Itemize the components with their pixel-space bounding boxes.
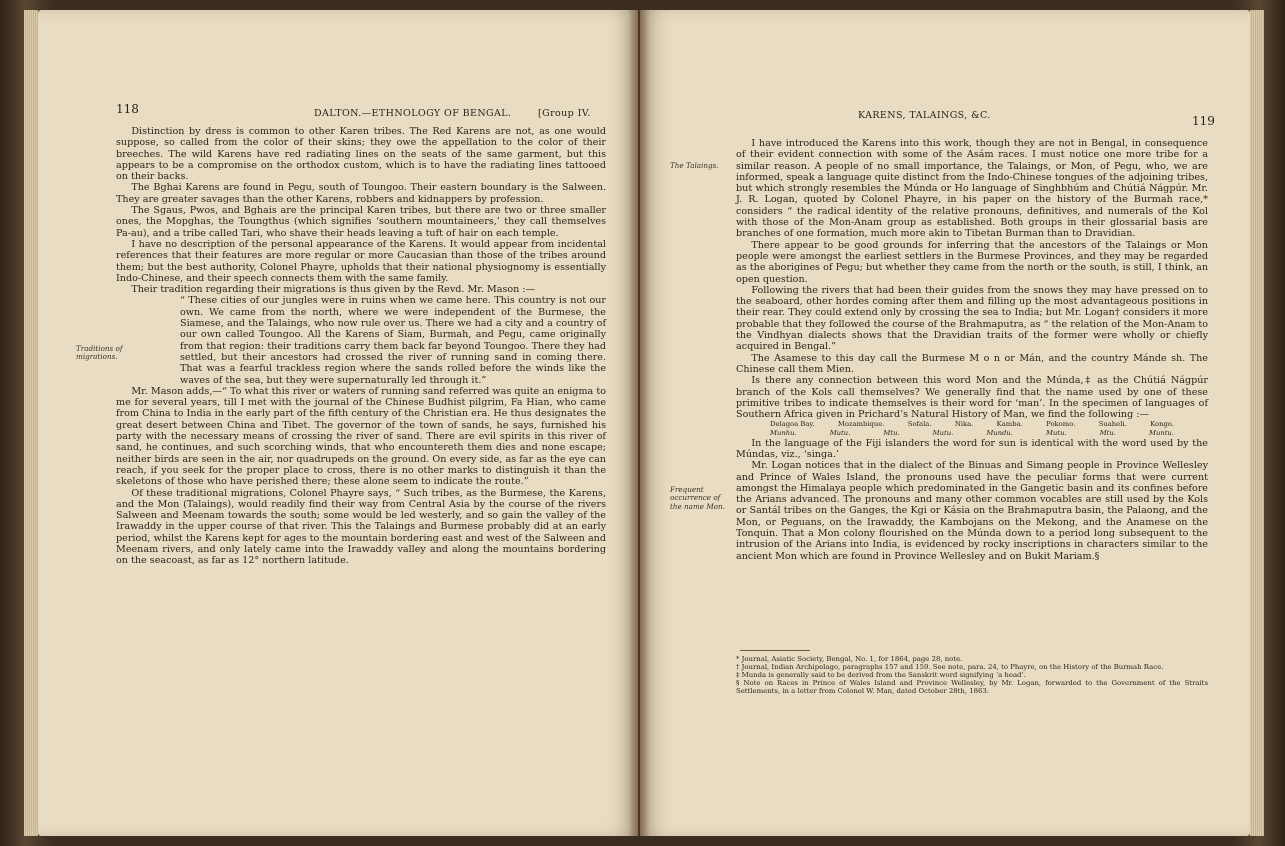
- paragraph: The Sgaus, Pwos, and Bghais are the principal Karen tribes, but there are two or three smaller ones, the Mopghas, the Toungthus (which signifies ‘southern mountaineers,’ they call themselves Pa-au), and a tribe called Tari, who shave their heads leaving a tuft of hair on each temple.: [116, 205, 606, 239]
- left-page: [38, 10, 638, 836]
- running-head: DALTON.—ETHNOLOGY OF BENGAL.: [314, 108, 512, 119]
- word: Mutu.: [932, 429, 954, 438]
- word: Mutu.: [829, 429, 851, 438]
- left-page-edges: [24, 10, 38, 836]
- word-for-man-row: [736, 429, 1208, 438]
- paragraph: Is there any connection between this word Mon and the Múnda,‡ as the Chútiá Nágpúr branch of the Kols call themselves? We generally find that the name used by one of these primitive tribes to indicate themselves is their word for ‘man’. In the specimen of languages of Southern Africa given in Prichard’s Natural History of Man, we find the following :—: [736, 375, 1208, 421]
- book-gutter: [628, 10, 650, 836]
- word: Mundu.: [986, 429, 1013, 438]
- right-page: [640, 10, 1250, 836]
- paragraph: Following the rivers that had been their guides from the snows they may have pressed on to the seaboard, other hordes coming after them and filling up the most advantageous positions in their rear. They could extend only by crossing the sea to India; but Mr. Logan† considers it more probable that they followed the course of the Brahmaputra, as “ the relation of the Mon-Anam to the Vindhyan dialects shows that the Dravidian traits of the former were wholly or chiefly acquired in Bengal.”: [736, 284, 1209, 353]
- paragraph: The Bghai Karens are found in Pegu, south of Toungoo. Their eastern boundary is the Salween. They are greater savages than the other Karens, robbers and kidnappers by profession.: [116, 182, 606, 205]
- paragraph: Of these traditional migrations, Colonel Phayre says, “ Such tribes, as the Burmese, the Karens, and the Mon (Talaings), would readily find their way from Central Asia by the course of the rivers Salween and Meenam towards the south; some would be led westerly, and so gain the valley of the Irawaddy in the upper course of that river. This the Talaings and Burmese probably did at an early period, whilst the Karens kept for ages to the mountain bordering east and west of the Salween and Meenam rivers, and only lately came into the Irawaddy valley and along the mountains bordering on the seacoast, as far as 12° northern latitude.: [116, 487, 606, 567]
- page-number: 118: [116, 102, 139, 116]
- language-name: Nika.: [954, 420, 974, 429]
- language-name: Kamba.: [996, 420, 1023, 429]
- word: Mtu.: [1099, 429, 1116, 438]
- side-note: The Talaings.: [670, 161, 719, 170]
- paragraph: “ These cities of our jungles were in ruins when we came here. This country is not our own. We came from the north, where we were independent of the Burmese, the Siamese, and the Talaings, who now rule over us. There we had a city and a country of our own called Toungoo. All the Karens of Siam, Burmah, and Pegu, came originally from that region: their traditions carry them back far beyond Toungoo. There they had settled, but their ancestors had crossed the river of running sand in coming there. That was a fearful trackless region where the sands rolled before the winds like the waves of the sea, but they were supernaturally led through it.”: [180, 295, 606, 386]
- footnote: § Note on Races in Prince of Wales Island and Province Wellesley, by Mr. Logan, forwarded to the Government of the Straits Settlements, in a letter from Colonel W. Man, dated October 28th, 1863.: [736, 678, 1208, 695]
- paragraph: In the language of the Fiji islanders the word for sun is identical with the word used by the Múndas, viz., ‘singa.’: [736, 437, 1208, 460]
- paragraph: Distinction by dress is common to other Karen tribes. The Red Karens are not, as one would suppose, so called from the color of their skins; they owe the appellation to the color of their breeches. The wild Karens have red radiating lines on the seats of the same garment, but this appears to be a compromise on the orthodox custom, which is to have the radiating lines tattooed on their backs.: [116, 126, 606, 183]
- word: Munhu.: [770, 429, 797, 438]
- body-text: [736, 138, 1208, 562]
- language-name: Delagoa Bay.: [770, 420, 815, 429]
- footnotes: [736, 656, 1208, 696]
- body-text: [116, 126, 606, 567]
- paragraph: Mr. Logan notices that in the dialect of the Binuas and Simang people in Province Wellesley and Prince of Wales Island, the pronouns used have the peculiar forms that were current amongst the Himalaya people which predominated in the Gangetic basin and its confines before the Arians advanced. The pronouns and many other common vocables are still used by the Kols or Santál tribes on the Ganges, the Kgi or Kásia on the Brahmaputra basin, the Palaong, and the Mon, or Peguans, on the Irawaddy, the Kambojans on the Mekong, and the Anamese on the Tonquin. That a Mon colony flourished on the Múnda down to a period long subsequent to the intrusion of the Arians into India, is evidenced by rocky inscriptions in characters similar to the ancient Mon which are found in Province Wellesley and on Bukit Mariam.§: [736, 460, 1208, 562]
- word: Mutu.: [1046, 429, 1067, 438]
- footnote: ‡ Munda is generally said to be derived from the Sanskrit word signifying ‘a head’.: [736, 670, 1026, 679]
- footnote-rule: [740, 650, 810, 651]
- side-note: Traditions of migrations.: [76, 344, 123, 362]
- page-number: 119: [1192, 114, 1215, 128]
- paragraph: The Asamese to this day call the Burmese M o n or Mán, and the country Mánde sh. The Chinese call them Mien.: [736, 352, 1208, 375]
- paragraph: There appear to be good grounds for inferring that the ancestors of the Talaings or Mon people were amongst the earliest settlers in the Burmese Provinces, and they may be regarded as the aborigines of Pegu; but whether they came from the north or the south, is still, I think, an open question.: [736, 239, 1208, 285]
- paragraph: I have no description of the personal appearance of the Karens. It would appear from incidental references that their features are more regular or more Caucasian than those of the tribes around them; but the best authority, Colonel Phayre, upholds that their national physiognomy is essentially Indo-Chinese, and their speech connects them with the same family.: [116, 238, 606, 284]
- running-head: KARENS, TALAINGS, &C.: [858, 110, 991, 121]
- word: Muntu.: [1148, 429, 1174, 438]
- group-label: [Group IV.: [538, 108, 591, 119]
- footnote: † Journal, Indian Archipelago, paragraphs 157 and 159. See note, para. 24, to Phayre, on the History of the Burmah Race.: [736, 662, 1164, 671]
- language-name: Suaheli.: [1098, 420, 1127, 429]
- language-name: Pokomo.: [1046, 420, 1076, 429]
- language-name: Kongo.: [1150, 420, 1174, 429]
- footnote: * Journal, Asiatic Society, Bengal, No. 1, for 1864, page 28, note.: [736, 655, 963, 663]
- paragraph: Their tradition regarding their migrations is thus given by the Revd. Mr. Mason :—: [131, 284, 536, 296]
- language-name: Mozambique.: [837, 420, 885, 429]
- right-page-edges: [1250, 10, 1264, 836]
- language-name: Sofala.: [907, 420, 932, 429]
- word: Mtu.: [883, 429, 900, 438]
- language-names-row: [736, 420, 1208, 429]
- paragraph: Mr. Mason adds,—“ To what this river or waters of running sand referred was quite an enigma to me for several years, till I met with the journal of the Chinese Budhist pilgrim, Fa Hian, who came from China to India in the early part of the fifth century of the Christian era. He thus designates the great desert between China and Tibet. The governor of the town of sands, he says, furnished his party with the necessary means of crossing the river of sand. There are evil spirits in this river of sand, he continues, and such scorching winds, that who encountereth them dies and none escape; neither birds are seen in the air, nor quadrupeds on the ground. On every side, as far as the eye can reach, if you seek for the proper place to cross, there is no other marks to distinguish it than the skeletons of those who have perished there; these alone seem to indicate the route.”: [116, 385, 606, 488]
- side-note: Frequent occurrence of the name Mon.: [670, 485, 725, 511]
- paragraph: I have introduced the Karens into this work, though they are not in Bengal, in consequence of their evident connection with some of the Asám races. I must notice one more tribe for a similar reason. A people of no small importance, the Talaings, or Mon, of Pegu, who, we are informed, speak a language quite distinct from the Indo-Chinese tongues of the adjoining tribes, but which strongly resembles the Múnda or Ho language of Singhbhúm and Chútiá Nágpúr. Mr. J. R. Logan, quoted by Colonel Phayre, in his paper on the history of the Burmah race,* considers “ the radical identity of the relative pronouns, definitives, and numerals of the Kol with those of the Mon-Anam group as established. Both groups in their glossarial basis are branches of one formation, much more akin to Tibetan Burman than to Dravidian.: [736, 138, 1208, 240]
